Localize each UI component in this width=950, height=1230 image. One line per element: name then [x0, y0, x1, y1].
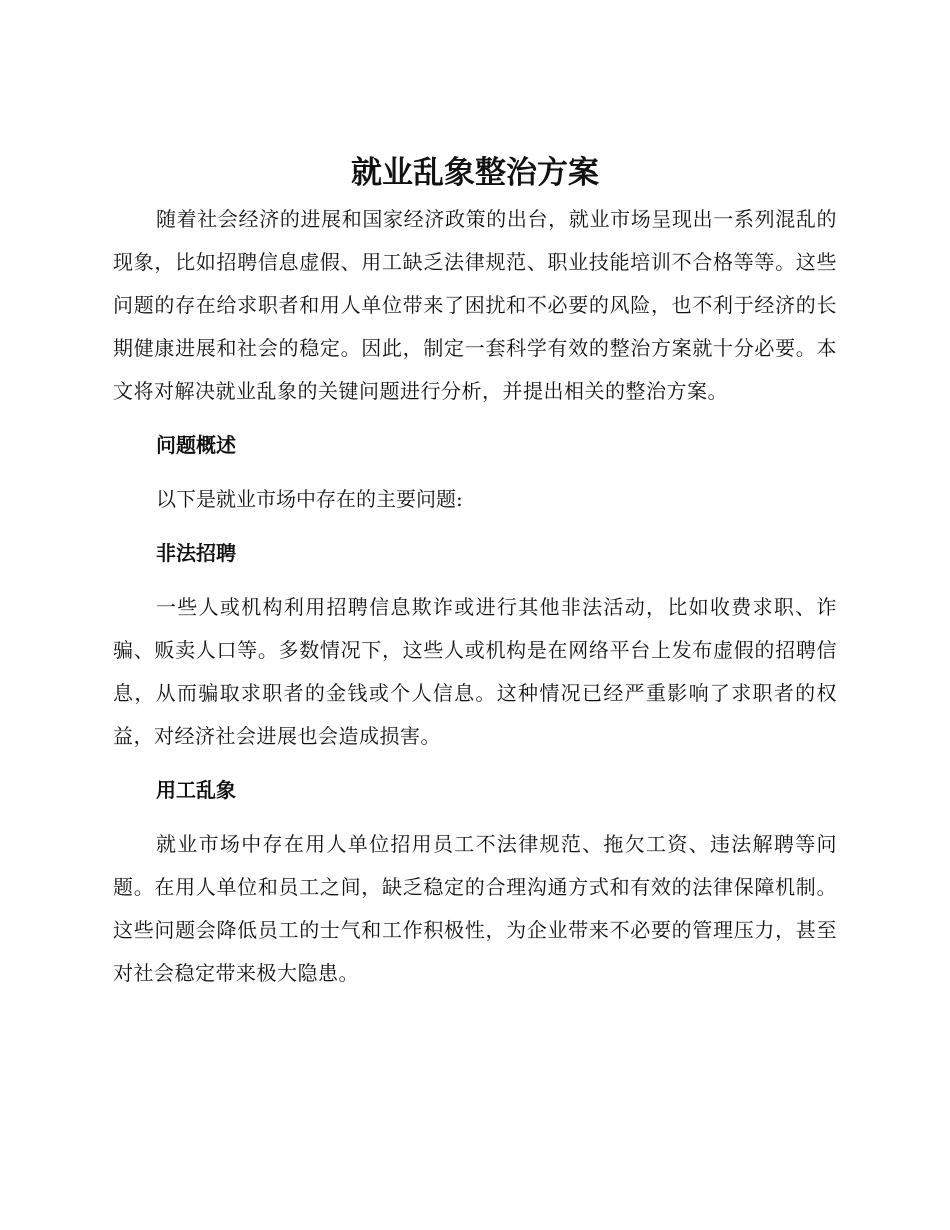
- section-body-illegal-recruitment: 一些人或机构利用招聘信息欺诈或进行其他非法活动，比如收费求职、诈骗、贩卖人口等。多数情况下，这些人或机构是在网络平台上发布虚假的招聘信息，从而骗取求职者的金钱或个人信息。这种情况已经严重影响了求职者的权益，对经济社会进展也会造成损害。: [113, 595, 837, 748]
- intro-paragraph: 随着社会经济的进展和国家经济政策的出台，就业市场呈现出一系列混乱的现象，比如招聘信息虚假、用工缺乏法律规范、职业技能培训不合格等等。这些问题的存在给求职者和用人单位带来了困扰和不必要的风险，也不利于经济的长期健康进展和社会的稳定。因此，制定一套科学有效的整治方案就十分必要。本文将对解决就业乱象的关键问题进行分析，并提出相关的整治方案。: [113, 207, 837, 403]
- document-body: [113, 148, 837, 995]
- document-title: 就业乱象整治方案: [351, 155, 599, 191]
- section-body-overview: 以下是就业市场中存在的主要问题:: [156, 487, 463, 511]
- section-heading-overview: 问题概述: [156, 433, 236, 457]
- section-heading-employment-chaos: 用工乱象: [156, 778, 236, 802]
- section-heading-illegal-recruitment: 非法招聘: [156, 541, 236, 565]
- section-body-employment-chaos: 就业市场中存在用人单位招用员工不法律规范、拖欠工资、违法解聘等问题。在用人单位和员工之间，缺乏稳定的合理沟通方式和有效的法律保障机制。这些问题会降低员工的士气和工作积极性，为企业带来不必要的管理压力，甚至对社会稳定带来极大隐患。: [113, 832, 837, 985]
